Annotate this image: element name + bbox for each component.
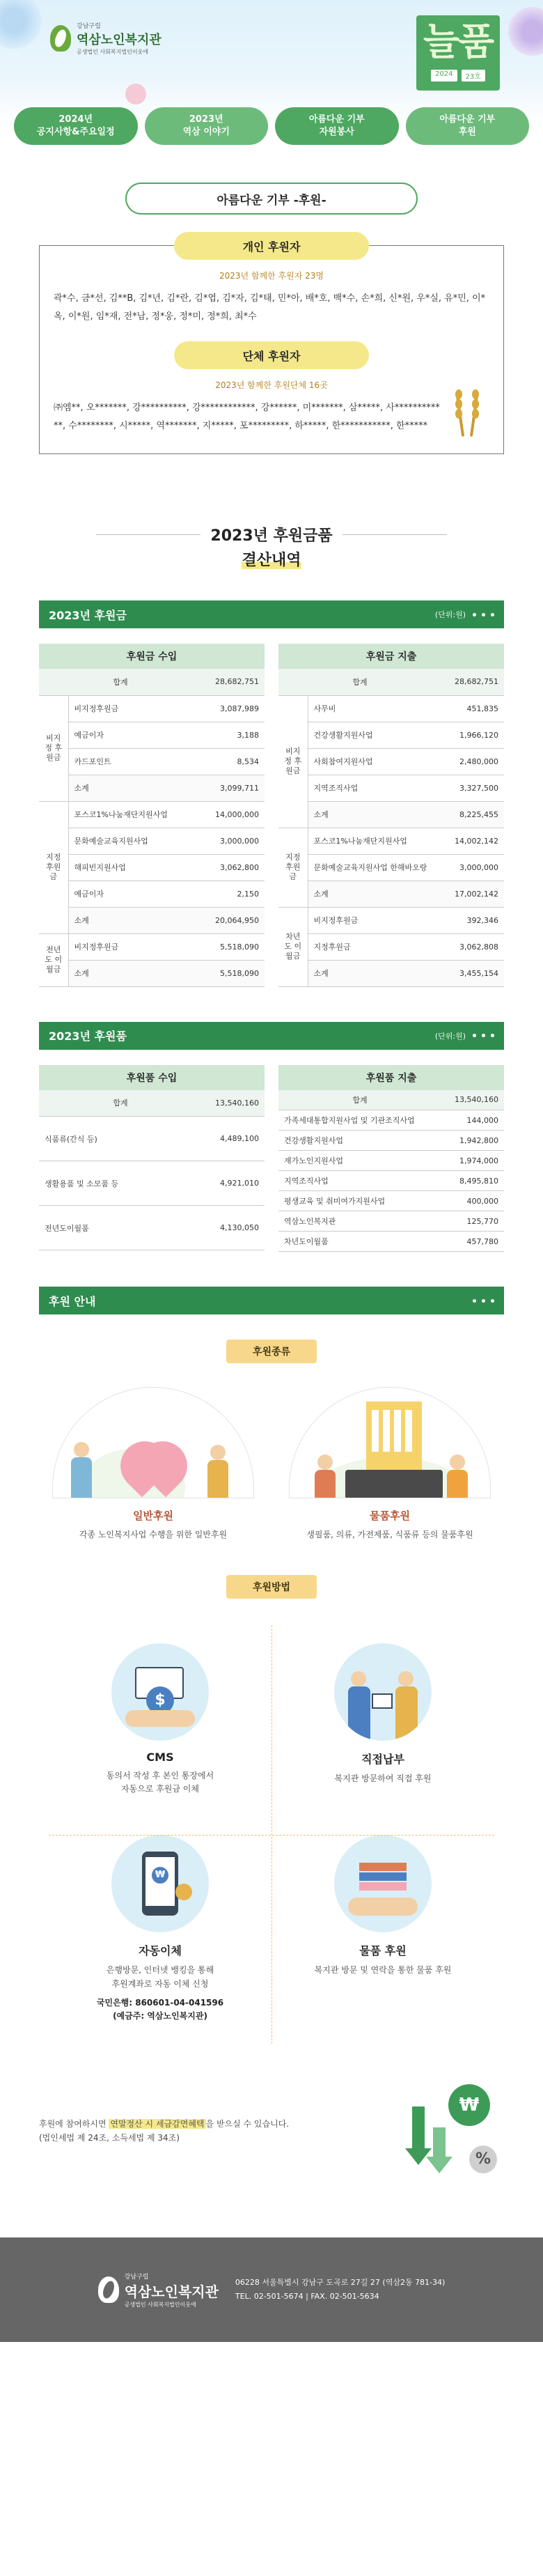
item-value: 3,099,711 bbox=[202, 775, 265, 801]
total-row bbox=[39, 669, 265, 695]
item-value: 3,000,000 bbox=[441, 854, 504, 880]
item-label: 비지정후원금 bbox=[308, 907, 441, 933]
total-value: 13,540,160 bbox=[441, 1090, 504, 1110]
item-value: 451,835 bbox=[441, 695, 504, 722]
note-law: (법인세법 제 24조, 소득세법 제 34조) bbox=[39, 2133, 180, 2143]
item-label: 소계 bbox=[68, 775, 202, 801]
method-transfer-account: 국민은행: 860601-04-041596 (예금주: 역삼노인복지관) bbox=[96, 1997, 224, 2021]
logo-icon bbox=[50, 25, 71, 52]
item-label: 소계 bbox=[68, 907, 202, 933]
note-post: 을 받으실 수 있습니다. bbox=[205, 2118, 290, 2129]
footer-address: 06228 서울특별시 강남구 도곡로 27길 27 (역삼2동 781-34) bbox=[235, 2278, 446, 2288]
method-transfer-name: 자동이체 bbox=[139, 1944, 182, 1958]
item-value: 3,188 bbox=[202, 722, 265, 748]
note-pre: 후원에 참여하시면 bbox=[39, 2118, 109, 2129]
method-cms-desc: 동의서 작성 후 본인 통장에서 자동으로 후원금 이체 bbox=[106, 1771, 214, 1794]
item-value: 14,002,142 bbox=[441, 828, 504, 854]
donation-methods bbox=[49, 1625, 494, 2044]
money-bar bbox=[39, 600, 504, 628]
item-label: 사회참여지원사업 bbox=[308, 748, 441, 775]
item-label: 카드포인트 bbox=[68, 748, 202, 775]
type-goods-name: 물품후원 bbox=[370, 1510, 410, 1522]
method-transfer bbox=[49, 1817, 272, 2044]
item-value: 144,000 bbox=[441, 1110, 504, 1131]
individual-count: 2023년 함께한 후원자 23명 bbox=[219, 271, 324, 281]
direct-visit-icon bbox=[334, 1643, 432, 1741]
method-goods bbox=[272, 1817, 494, 2044]
item-value: 8,495,810 bbox=[441, 1171, 504, 1191]
footer-org-name: 역삼노인복지관 bbox=[124, 2283, 219, 2300]
footer-logo[interactable] bbox=[98, 2272, 219, 2309]
item-value: 392,346 bbox=[441, 907, 504, 933]
nav-notice[interactable]: 2024년 공지사항&주요일정 bbox=[14, 107, 138, 145]
method-cms bbox=[49, 1625, 272, 1817]
item-label: 비지정후원금 bbox=[68, 695, 202, 722]
category-cell: 차년도 이월금 bbox=[278, 907, 308, 986]
item-label: 소계 bbox=[308, 880, 441, 907]
item-value: 400,000 bbox=[441, 1191, 504, 1211]
item-value: 5,518,090 bbox=[202, 933, 265, 960]
item-label: 역삼노인복지관 bbox=[278, 1211, 441, 1232]
category-cell: 비지정 후원금 bbox=[39, 695, 68, 801]
group-label: 단체 후원자 bbox=[174, 341, 369, 369]
money-income-title: 후원금 수입 bbox=[39, 644, 265, 669]
item-value: 1,966,120 bbox=[441, 722, 504, 748]
flower-decoration bbox=[0, 0, 42, 49]
goods-expense-table bbox=[278, 1065, 504, 1252]
org-logo[interactable] bbox=[50, 21, 162, 56]
item-value: 17,002,142 bbox=[441, 880, 504, 907]
method-cms-name: CMS bbox=[146, 1751, 174, 1764]
tax-note bbox=[39, 2079, 504, 2183]
money-unit: (단위:원) bbox=[434, 610, 466, 619]
flower-decoration bbox=[508, 7, 543, 56]
item-label: 전년도이월품 bbox=[39, 1206, 202, 1250]
money-expense-table bbox=[278, 644, 504, 987]
item-label: 가족세대통합지원사업 및 기관조직사업 bbox=[278, 1110, 441, 1131]
category-cell: 비지정 후원금 bbox=[278, 695, 308, 828]
total-label: 합계 bbox=[39, 1090, 202, 1117]
item-value: 1,942,800 bbox=[441, 1131, 504, 1151]
goods-tables bbox=[39, 1065, 504, 1252]
table-row bbox=[39, 722, 265, 748]
table-row bbox=[278, 801, 504, 828]
table-row bbox=[39, 907, 265, 933]
table-row bbox=[278, 1131, 504, 1151]
item-label: 포스코1%나눔재단지원사업 bbox=[68, 801, 202, 828]
item-label: 지역조직사업 bbox=[278, 1171, 441, 1191]
item-label: 비지정후원금 bbox=[68, 933, 202, 960]
type-general-name: 일반후원 bbox=[133, 1510, 173, 1522]
total-row bbox=[39, 1090, 265, 1117]
table-row bbox=[39, 960, 265, 986]
table-row bbox=[39, 828, 265, 854]
total-label: 합계 bbox=[278, 1090, 441, 1110]
table-row bbox=[39, 1206, 265, 1250]
money-income-table bbox=[39, 644, 265, 987]
table-row bbox=[39, 933, 265, 960]
table-row bbox=[278, 828, 504, 854]
item-value: 4,489,100 bbox=[202, 1117, 265, 1161]
guide-bar-title: 후원 안내 bbox=[49, 1294, 96, 1308]
flower-decoration bbox=[125, 84, 146, 104]
header bbox=[0, 0, 543, 125]
table-row bbox=[278, 1211, 504, 1232]
item-value: 14,000,000 bbox=[202, 801, 265, 828]
table-row bbox=[278, 907, 504, 933]
method-goods-desc: 복지관 방문 및 연락을 통한 물품 후원 bbox=[314, 1965, 452, 1976]
section-title: 아름다운 기부 -후원- bbox=[125, 183, 418, 215]
item-label: 차년도이월품 bbox=[278, 1232, 441, 1252]
item-label: 소계 bbox=[68, 960, 202, 986]
table-row bbox=[278, 1151, 504, 1171]
method-direct-name: 직접납부 bbox=[361, 1753, 404, 1766]
org-name: 역삼노인복지관 bbox=[77, 33, 162, 47]
item-label: 재가노인지원사업 bbox=[278, 1151, 441, 1171]
item-label: 예금이자 bbox=[68, 722, 202, 748]
table-row bbox=[278, 854, 504, 880]
type-general-desc: 각종 노인복지사업 수행을 위한 일반후원 bbox=[79, 1530, 228, 1539]
total-label: 합계 bbox=[278, 669, 441, 695]
method-goods-name: 물품 후원 bbox=[359, 1944, 407, 1958]
individual-names: 곽*수, 금*선, 김**B, 김*년, 김*란, 김*엽, 김*자, 김*태, 민*아, 배*호, 백*수, 손*희, 신*원, 우*실, 유*민, 이*옥, 이*원, 임*재, 전*남, 정*웅, 정*미, 정*희, 최*수 bbox=[54, 293, 486, 322]
item-label: 해피빈지원사업 bbox=[68, 854, 202, 880]
type-goods bbox=[285, 1387, 494, 1540]
item-value: 4,130,050 bbox=[202, 1206, 265, 1250]
item-label: 지정후원금 bbox=[308, 933, 441, 960]
footer bbox=[0, 2237, 543, 2342]
item-value: 1,974,000 bbox=[441, 1151, 504, 1171]
table-row bbox=[39, 748, 265, 775]
dots-icon bbox=[473, 613, 494, 616]
item-label: 포스코1%나눔재단지원사업 bbox=[308, 828, 441, 854]
type-tag: 후원종류 bbox=[226, 1340, 317, 1363]
method-direct bbox=[272, 1625, 494, 1817]
group-count: 2023년 함께한 후원단체 16곳 bbox=[215, 380, 328, 390]
item-value: 125,770 bbox=[441, 1211, 504, 1232]
method-transfer-desc: 은행방문, 인터넷 뱅킹을 통해 후원계좌로 자동 이체 신청 bbox=[106, 1965, 214, 1989]
item-value: 5,518,090 bbox=[202, 960, 265, 986]
dots-icon bbox=[473, 1299, 494, 1303]
item-value: 8,225,455 bbox=[441, 801, 504, 828]
newsletter-year: 2024 bbox=[431, 70, 457, 82]
nav-volunteer[interactable]: 아름다운 기부 자원봉사 bbox=[275, 107, 399, 145]
table-row bbox=[39, 801, 265, 828]
item-label: 평생교육 및 취미여가지원사업 bbox=[278, 1191, 441, 1211]
table-row bbox=[278, 1110, 504, 1131]
table-row bbox=[278, 695, 504, 722]
item-label: 건강생활지원사업 bbox=[308, 722, 441, 748]
item-label: 문화예술교육지원사업 한해바오랑 bbox=[308, 854, 441, 880]
table-row bbox=[278, 1171, 504, 1191]
total-label: 합계 bbox=[39, 669, 202, 695]
heart-illustration-icon bbox=[52, 1387, 254, 1498]
newsletter-issue: 23호 bbox=[462, 70, 485, 82]
goods-illustration-icon bbox=[289, 1387, 491, 1498]
goods-bar-title: 2023년 후원품 bbox=[49, 1030, 127, 1043]
results-heading bbox=[0, 524, 543, 570]
item-label: 소계 bbox=[308, 960, 441, 986]
table-row bbox=[39, 880, 265, 907]
results-title: 2023년 후원금품 bbox=[210, 527, 333, 545]
table-row bbox=[278, 933, 504, 960]
item-label: 건강생활지원사업 bbox=[278, 1131, 441, 1151]
total-value: 28,682,751 bbox=[441, 669, 504, 695]
footer-contact: TEL. 02-501-5674 | FAX. 02-501-5634 bbox=[235, 2292, 379, 2302]
nav-donation[interactable]: 아름다운 기부 후원 bbox=[406, 107, 530, 145]
phone-transfer-icon: ₩ bbox=[111, 1835, 209, 1932]
group-names: ㈜엠**, 오*******, 강**********, 강************, 강******, 미*******, 삼*****, 사************, 수********, 시*****, 역*******, 지*****, 포*********, 하*****, 한***********, 한***** bbox=[54, 403, 440, 431]
item-value: 3,062,808 bbox=[441, 933, 504, 960]
method-tag: 후원방법 bbox=[226, 1575, 317, 1599]
newsletter-badge bbox=[416, 15, 500, 91]
newsletter-title: 늘품 bbox=[423, 20, 494, 63]
item-label: 생활용품 및 소모품 등 bbox=[39, 1161, 202, 1206]
category-cell: 지정 후원금 bbox=[39, 801, 68, 933]
total-row bbox=[278, 1090, 504, 1110]
type-goods-desc: 생필품, 의류, 가전제품, 식품류 등의 물품후원 bbox=[306, 1530, 473, 1539]
footer-org-small: 강남구립 bbox=[124, 2273, 149, 2281]
item-value: 3,327,500 bbox=[441, 775, 504, 801]
item-label: 소계 bbox=[308, 801, 441, 828]
item-value: 2,150 bbox=[202, 880, 265, 907]
item-value: 20,064,950 bbox=[202, 907, 265, 933]
total-value: 13,540,160 bbox=[202, 1090, 265, 1117]
donation-types bbox=[49, 1387, 494, 1540]
table-row bbox=[278, 748, 504, 775]
note-highlight: 연말정산 시 세금감면혜택 bbox=[110, 2118, 205, 2129]
method-direct-desc: 복지관 방문하여 직접 후원 bbox=[334, 1774, 432, 1783]
total-row bbox=[278, 669, 504, 695]
category-cell: 지정 후원금 bbox=[278, 828, 308, 907]
money-expense-title: 후원금 지출 bbox=[278, 644, 504, 669]
table-row bbox=[278, 1232, 504, 1252]
results-subtitle: 결산내역 bbox=[242, 552, 301, 569]
total-value: 28,682,751 bbox=[202, 669, 265, 695]
table-row bbox=[278, 1191, 504, 1211]
item-value: 3,062,800 bbox=[202, 854, 265, 880]
logo-icon bbox=[98, 2276, 119, 2303]
goods-unit: (단위:원) bbox=[434, 1031, 466, 1041]
item-label: 문화예술교육지원사업 bbox=[68, 828, 202, 854]
item-value: 2,480,000 bbox=[441, 748, 504, 775]
table-row bbox=[278, 722, 504, 748]
item-value: 8,534 bbox=[202, 748, 265, 775]
item-value: 4,921,010 bbox=[202, 1161, 265, 1206]
type-general bbox=[49, 1387, 258, 1540]
nav-story[interactable]: 2023년 역삼 이야기 bbox=[145, 107, 269, 145]
table-row bbox=[278, 960, 504, 986]
donor-box bbox=[39, 240, 504, 454]
table-row bbox=[278, 880, 504, 907]
item-label: 예금이자 bbox=[68, 880, 202, 907]
table-row bbox=[39, 1161, 265, 1206]
item-value: 3,087,989 bbox=[202, 695, 265, 722]
org-sub: 공생법인 사회복지법인이웃애 bbox=[77, 49, 149, 55]
dots-icon bbox=[473, 1034, 494, 1037]
table-row bbox=[39, 775, 265, 801]
guide-bar bbox=[39, 1287, 504, 1314]
goods-income-table bbox=[39, 1065, 265, 1251]
goods-bar bbox=[39, 1022, 504, 1050]
item-label: 식품류(간식 등) bbox=[39, 1117, 202, 1161]
item-label: 지역조직사업 bbox=[308, 775, 441, 801]
goods-expense-title: 후원품 지출 bbox=[278, 1065, 504, 1090]
footer-org-sub: 공생법인 사회복지법인이웃애 bbox=[124, 2301, 196, 2308]
individual-label: 개인 후원자 bbox=[174, 232, 369, 260]
wheat-icon bbox=[449, 388, 488, 437]
category-cell: 전년도 이월금 bbox=[39, 933, 68, 986]
clothes-box-icon bbox=[334, 1835, 432, 1932]
money-tables bbox=[39, 644, 504, 987]
table-row bbox=[39, 854, 265, 880]
main-nav bbox=[0, 107, 543, 145]
tax-reduction-icon: ₩ % bbox=[400, 2079, 504, 2183]
hand-money-icon: $ bbox=[111, 1643, 209, 1741]
item-label: 사무비 bbox=[308, 695, 441, 722]
goods-income-title: 후원품 수입 bbox=[39, 1065, 265, 1090]
item-value: 3,455,154 bbox=[441, 960, 504, 986]
table-row bbox=[39, 695, 265, 722]
org-small: 강남구립 bbox=[77, 23, 101, 30]
item-value: 457,780 bbox=[441, 1232, 504, 1252]
money-bar-title: 2023년 후원금 bbox=[49, 608, 127, 622]
table-row bbox=[278, 775, 504, 801]
item-value: 3,000,000 bbox=[202, 828, 265, 854]
table-row bbox=[39, 1117, 265, 1161]
